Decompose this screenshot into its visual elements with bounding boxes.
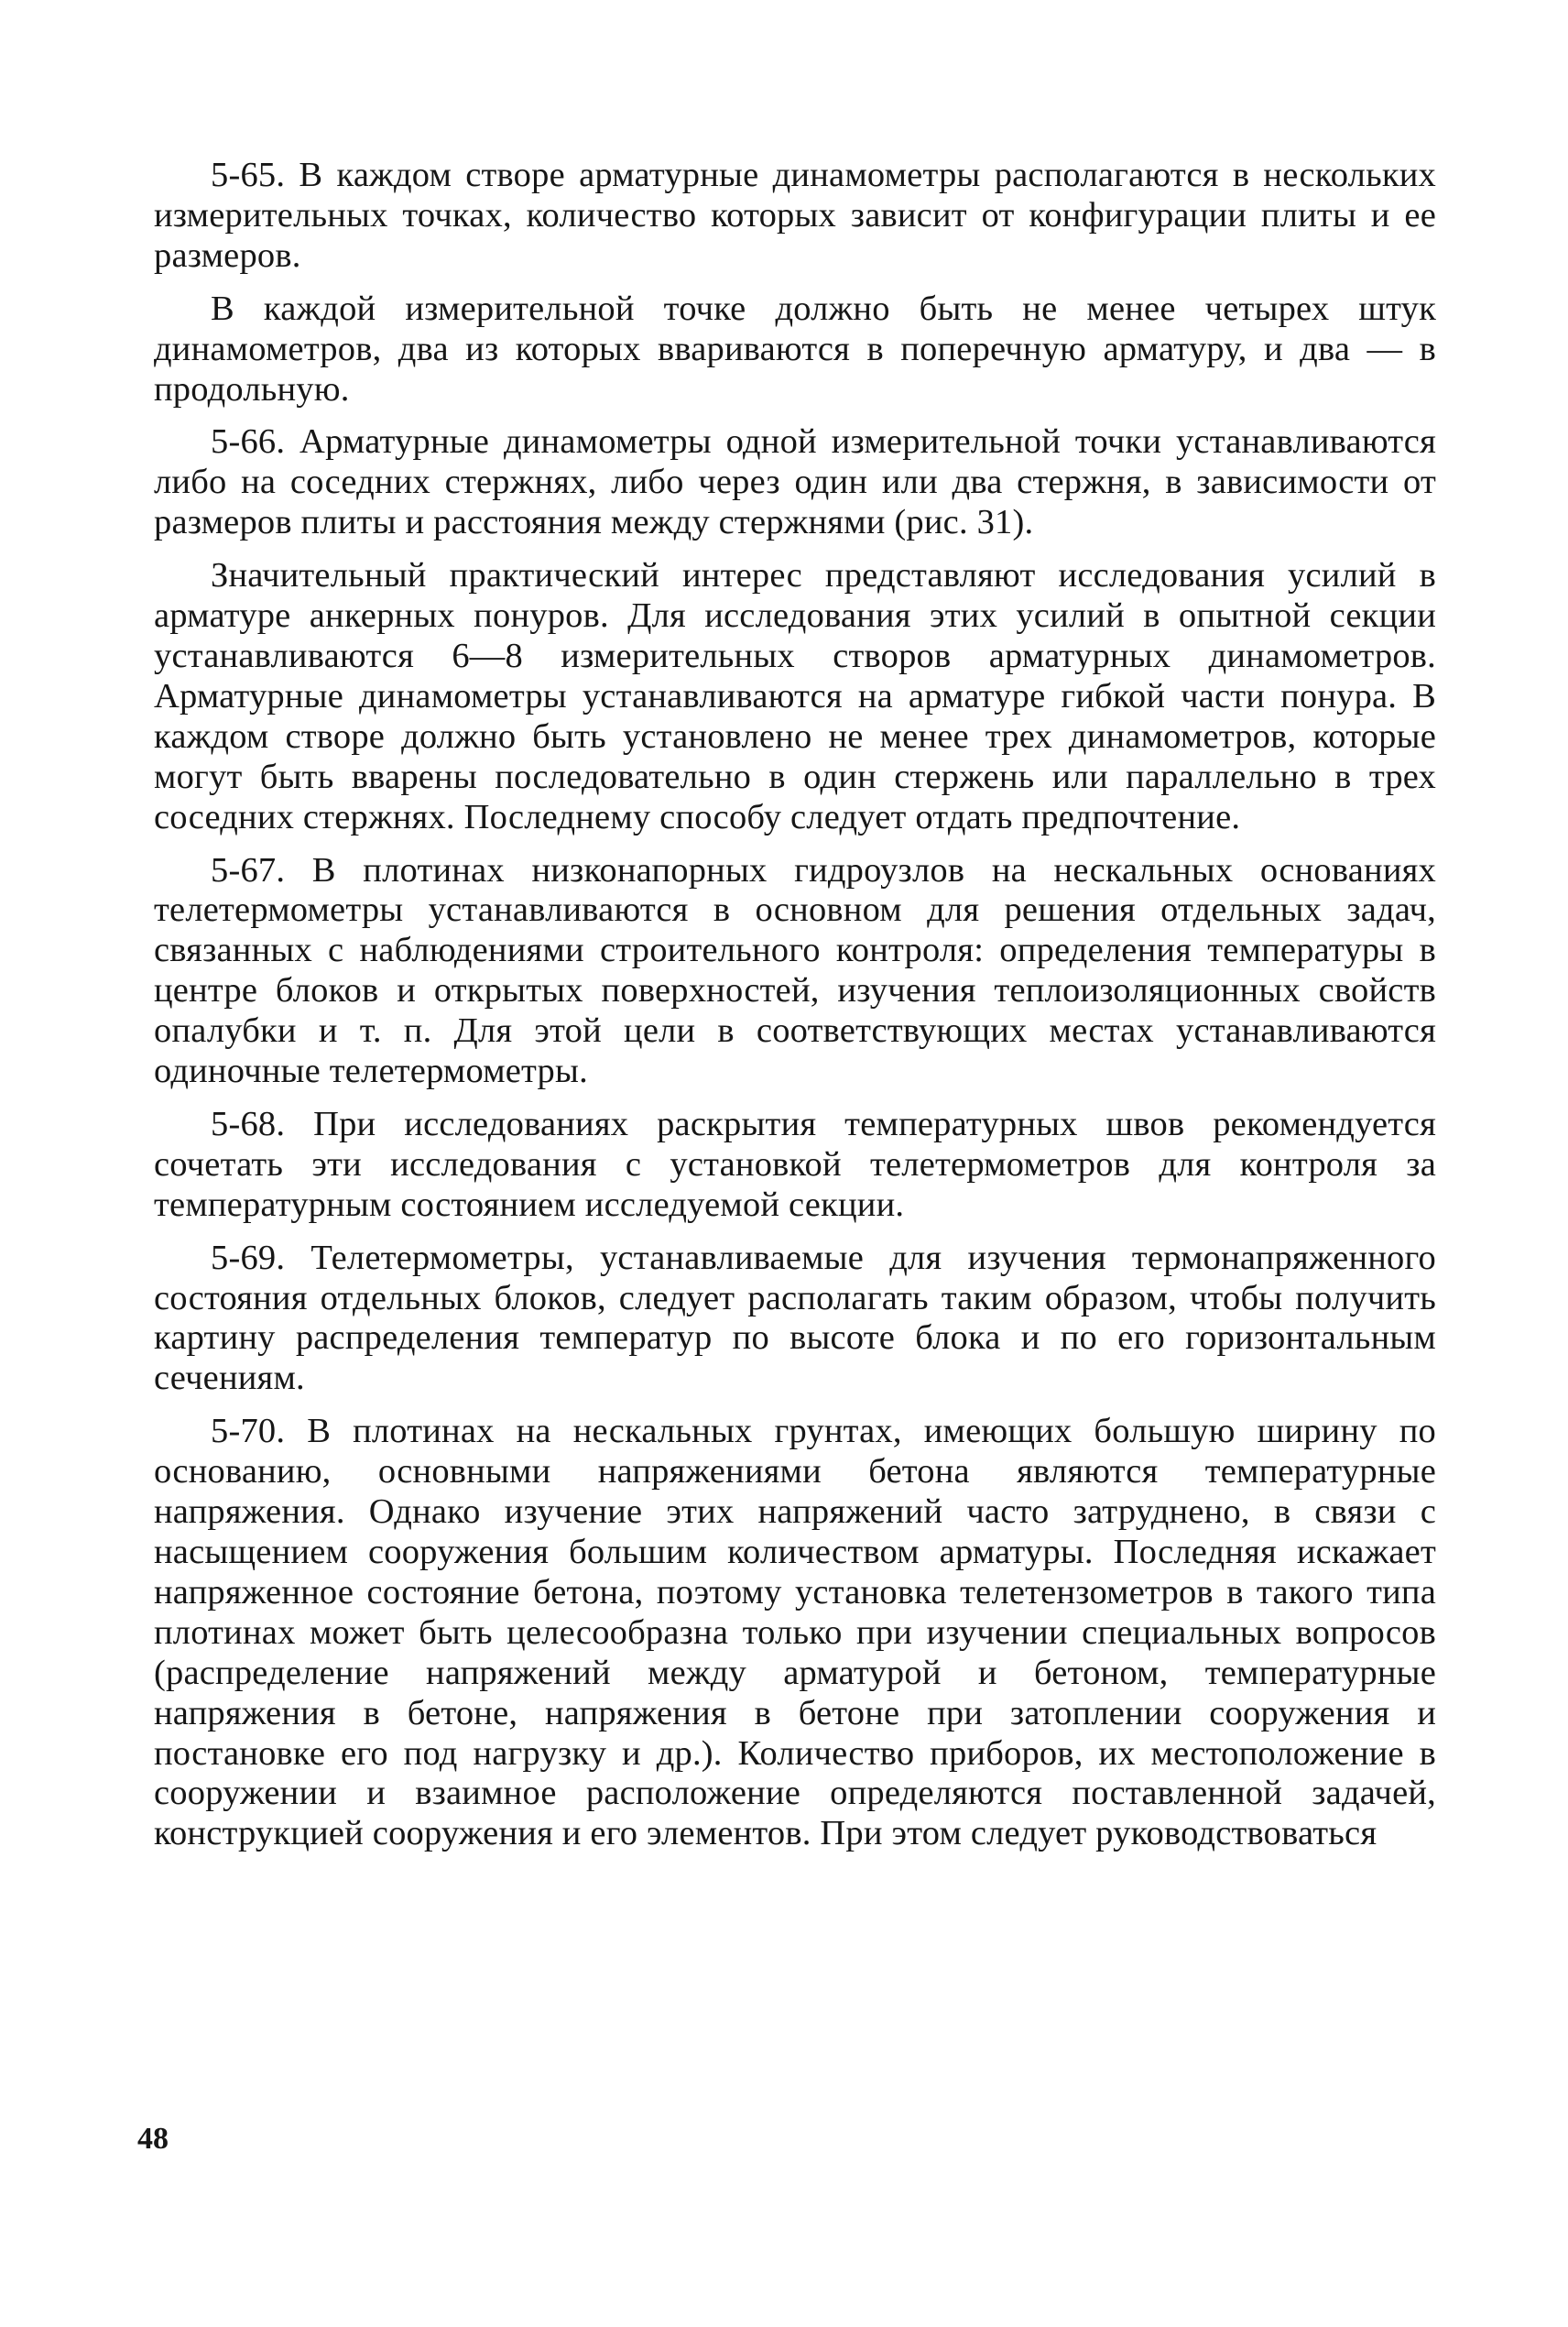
paragraph-5-68: 5-68. При исследованиях раскрытия температурных швов рекомендуется сочетать эти исследования с установкой телетермометров для контроля за температурным состоянием исследуемой секции. (154, 1104, 1436, 1224)
paragraph-5-65-continued: В каждой измерительной точке должно быть не менее четырех штук динамометров, два из которых ввариваются в поперечную арматуру, и два — в продольную. (154, 289, 1436, 409)
paragraph-5-67: 5-67. В плотинах низконапорных гидроузлов на нескальных основаниях телетермометры устанавливаются в основном для решения отдельных задач, связанных с наблюдениями строительного контроля: определения температуры в центре блоков и открытых поверхностей, изучения теплоизоляционных свойств опалубки и т. п. Для этой цели в соответствующих местах устанавливаются одиночные телетермометры. (154, 850, 1436, 1091)
paragraph-5-69: 5-69. Телетермометры, устанавливаемые для изучения термонапряженного состояния отдельных блоков, следует располагать таким образом, чтобы получить картину распределения температур по высоте блока и по его горизонтальным сечениям. (154, 1238, 1436, 1398)
body-text (154, 156, 1436, 1854)
paragraph-5-65: 5-65. В каждом створе арматурные динамометры располагаются в нескольких измерительных точках, количество которых зависит от конфигурации плиты и ее размеров. (154, 156, 1436, 275)
paragraph-5-70: 5-70. В плотинах на нескальных грунтах, имеющих большую ширину по основанию, основными напряжениями бетона являются температурные напряжения. Однако изучение этих напряжений часто затруднено, в связи с насыщением сооружения большим количеством арматуры. Последняя искажает напряженное состояние бетона, поэтому установка телетензометров в такого типа плотинах может быть целесообразна только при изучении специальных вопросов (распределение напряжений между арматурой и бетоном, температурные напряжения в бетоне, напряжения в бетоне при затоплении сооружения и постановке его под нагрузку и др.). Количество приборов, их местоположение в сооружении и взаимное расположение определяются поставленной задачей, конструкцией сооружения и его элементов. При этом следует руководствоваться (154, 1412, 1436, 1853)
page-number: 48 (137, 2122, 169, 2156)
paragraph-anchor-apron: Значительный практический интерес представляют исследования усилий в арматуре анкерных понуров. Для исследования этих усилий в опытной секции устанавливаются 6—8 измерительных створов арматурных динамометров. Арматурные динамометры устанавливаются на арматуре гибкой части понура. В каждом створе должно быть установлено не менее трех динамометров, которые могут быть вварены последовательно в один стержень или параллельно в трех соседних стержнях. Последнему способу следует отдать предпочтение. (154, 556, 1436, 836)
paragraph-5-66: 5-66. Арматурные динамометры одной измерительной точки устанавливаются либо на соседних стержнях, либо через один или два стержня, в зависимости от размеров плиты и расстояния между стержнями (рис. 31). (154, 422, 1436, 542)
